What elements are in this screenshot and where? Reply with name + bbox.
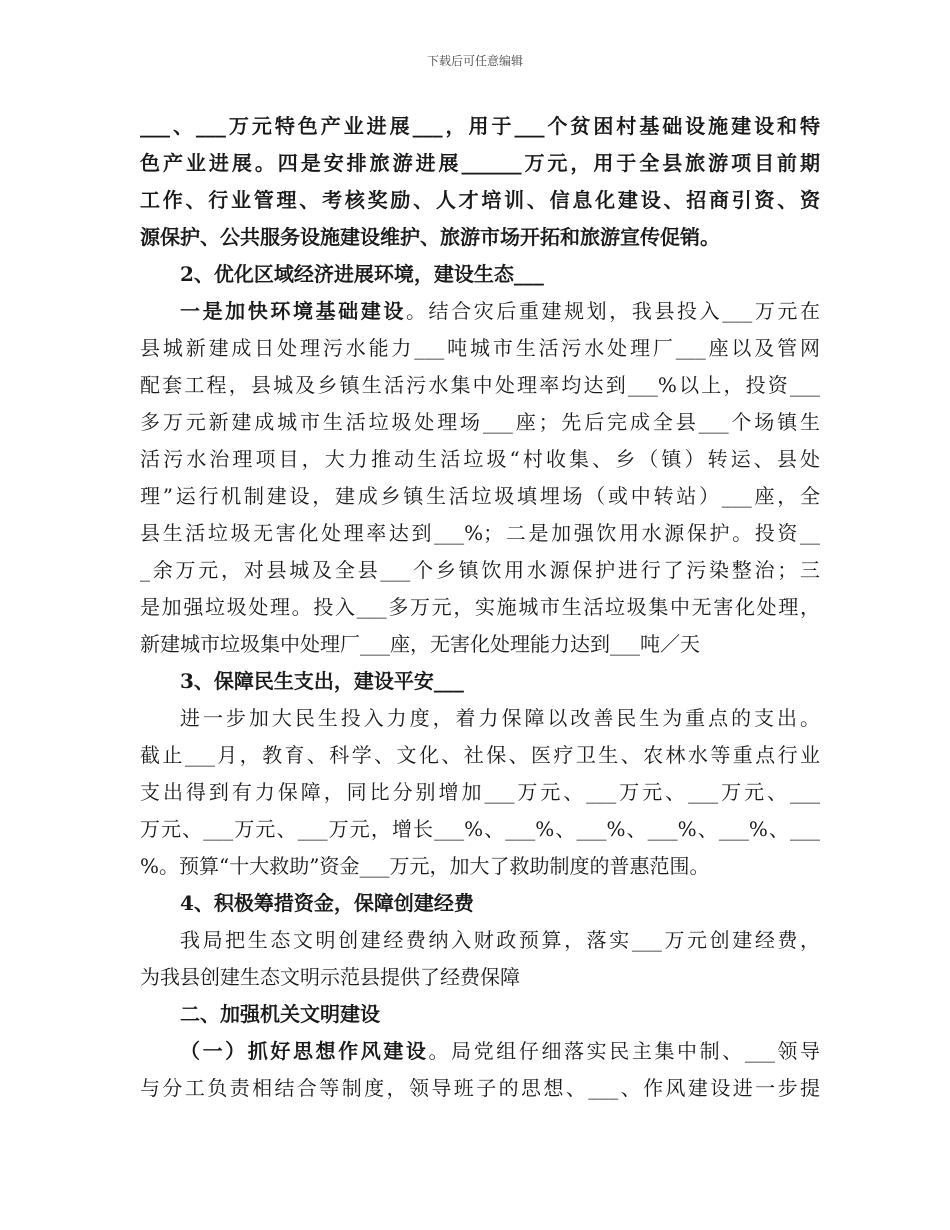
text-line: %。预算“十大救助”资金___万元，加大了救助制度的普惠范围。 bbox=[140, 854, 710, 878]
text-line: 县生活垃圾无害化处理率达到___%；二是加强饮用水源保护。投资__ bbox=[140, 521, 820, 545]
text-line: 理”运行机制建设，建成乡镇生活垃圾填埋场（或中转站）___座，全 bbox=[140, 484, 820, 508]
section-heading: 3、保障民生支出，建设平安___ bbox=[180, 669, 464, 693]
text-line: 多万元新建成城市生活垃圾处理场___座；先后完成全县___个场镇生 bbox=[140, 410, 820, 434]
text-line: 与分工负责相结合等制度，领导班子的思想、___、作风建设进一步提 bbox=[140, 1076, 820, 1100]
text-line: 色产业进展。四是安排旅游进展______万元，用于全县旅游项目前期 bbox=[140, 151, 820, 175]
text-line: 我局把生态文明创建经费纳入财政预算，落实___万元创建经费， bbox=[180, 928, 820, 952]
text-line: 配套工程，县城及乡镇生活污水集中处理率均达到___%以上，投资___ bbox=[140, 373, 820, 397]
document-body bbox=[140, 108, 820, 1107]
text-line bbox=[140, 293, 820, 330]
text-line: 万元、___万元、___万元，增长___%、___%、___%、___%、___%、___ bbox=[140, 817, 820, 841]
text-line: 为我县创建生态文明示范县提供了经费保障 bbox=[140, 965, 520, 989]
page-header: 下载后可任意编辑 bbox=[426, 54, 523, 68]
text-line: 是加强垃圾处理。投入___多万元，实施城市生活垃圾集中无害化处理， bbox=[140, 595, 820, 619]
text-line bbox=[140, 1033, 820, 1070]
text-line: ___、___万元特色产业进展___，用于___个贫困村基础设施建设和特 bbox=[140, 114, 820, 138]
lead-phrase: （一）抓好思想作风建设 bbox=[180, 1039, 429, 1063]
text-line: 截止___月，教育、科学、文化、社保、医疗卫生、农林水等重点行业 bbox=[140, 743, 820, 767]
lead-rest: 。结合灾后重建规划，我县投入___万元在 bbox=[405, 299, 821, 323]
text-line: 活污水治理项目，大力推动生活垃圾“村收集、乡（镇）转运、县处 bbox=[140, 447, 820, 471]
part-heading: 二、加强机关文明建设 bbox=[180, 1002, 380, 1026]
text-line: _余万元，对县城及全县___个乡镇饮用水源保护进行了污染整治；三 bbox=[140, 558, 820, 582]
lead-rest: 。局党组仔细落实民主集中制、___领导 bbox=[428, 1039, 821, 1063]
lead-phrase: 一是加快环境基础建设 bbox=[180, 299, 406, 323]
text-line: 工作、行业管理、考核奖励、人才培训、信息化建设、招商引资、资 bbox=[140, 188, 820, 212]
text-line: 源保护、公共服务设施建设维护、旅游市场开拓和旅游宣传促销。 bbox=[140, 225, 720, 249]
section-heading: 2、优化区域经济进展环境，建设生态___ bbox=[180, 262, 544, 286]
text-line: 新建城市垃圾集中处理厂___座，无害化处理能力达到___吨／天 bbox=[140, 632, 700, 656]
section-heading: 4、积极筹措资金，保障创建经费 bbox=[180, 891, 474, 915]
text-line: 县城新建成日处理污水能力___吨城市生活污水处理厂___座以及管网 bbox=[140, 336, 820, 360]
text-line: 支出得到有力保障，同比分别增加___万元、___万元、___万元、___ bbox=[140, 780, 820, 804]
text-line: 进一步加大民生投入力度，着力保障以改善民生为重点的支出。 bbox=[180, 706, 820, 730]
